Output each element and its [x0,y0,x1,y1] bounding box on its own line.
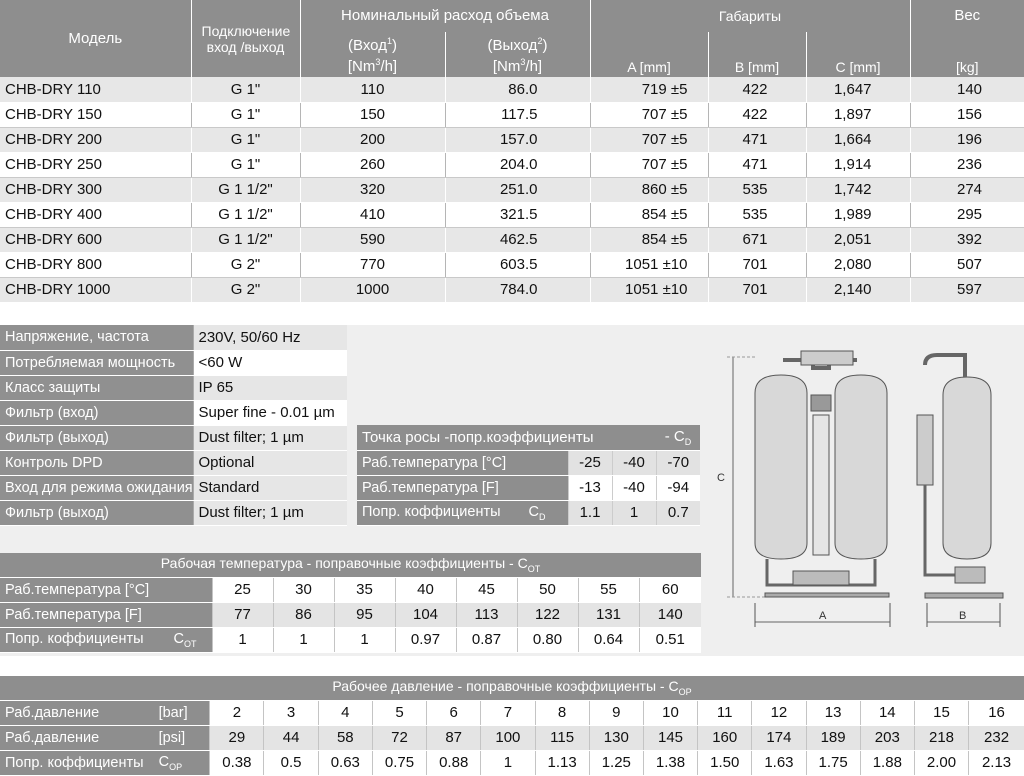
header-dim-c: C [mm] [806,32,910,77]
temperature-row [0,577,701,602]
spec-flow-in-cell: 1000 [300,277,445,302]
dewpoint-title-coef: - $C_D$ [656,425,700,450]
electrical-row [0,375,347,400]
electrical-label: Вход для режима ожидания [0,475,193,500]
pressure-value: 9 [589,700,643,725]
spec-model-cell: CHB-DRY 300 [0,177,191,202]
spec-connection-cell: G 1" [191,102,300,127]
pressure-value: 1.63 [752,750,806,775]
spec-flow-out-cell: 251.0 [445,177,590,202]
temperature-table [0,553,701,653]
spec-weight-cell: 392 [910,227,1024,252]
spec-flow-in-cell: 110 [300,77,445,102]
pressure-row [0,750,1024,775]
pressure-value: 3 [264,700,318,725]
pressure-value: 4 [318,700,372,725]
spec-connection-cell: G 1" [191,152,300,177]
spec-dim-a-cell: 707 ±5 [590,152,708,177]
spec-dim-c-cell: 1,742 [806,177,910,202]
spec-flow-out-cell: 157.0 [445,127,590,152]
spec-row [0,177,1024,202]
temperature-value: 77 [212,602,273,627]
spec-dim-b-cell: 422 [708,77,806,102]
temperature-label [0,627,212,652]
dewpoint-value: -40 [612,475,656,500]
spec-weight-cell: 236 [910,152,1024,177]
spec-flow-out-cell: 784.0 [445,277,590,302]
spec-model-cell: CHB-DRY 250 [0,152,191,177]
spec-dim-b-cell: 701 [708,277,806,302]
spec-flow-in-cell: 200 [300,127,445,152]
temperature-value: 60 [639,577,701,602]
electrical-label: Контроль DPD [0,450,193,475]
pressure-unit [159,700,210,725]
electrical-table [0,325,347,526]
spec-flow-out-cell: 117.5 [445,102,590,127]
pressure-table [0,676,1024,776]
electrical-label: Потребляемая мощность [0,350,193,375]
pressure-value: 1.88 [860,750,914,775]
temperature-label-text: Раб.температура [F] [5,606,142,623]
temperature-value: 113 [456,602,517,627]
pressure-value: 1.38 [643,750,697,775]
electrical-row [0,425,347,450]
pressure-unit [159,725,210,750]
spec-flow-in-cell: 320 [300,177,445,202]
pressure-value: 10 [643,700,697,725]
header-connection: Подключение вход /выход [191,0,300,77]
pressure-value: 0.75 [372,750,426,775]
pressure-label: Раб.давление [0,725,159,750]
spec-dim-b-cell: 671 [708,227,806,252]
pressure-value: 44 [264,725,318,750]
dewpoint-label [357,450,568,475]
electrical-value: 230V, 50/60 Hz [193,325,347,350]
temperature-value: 25 [212,577,273,602]
electrical-row [0,400,347,425]
spec-weight-cell: 196 [910,127,1024,152]
spec-dim-c-cell: 1,989 [806,202,910,227]
temperature-value: 140 [639,602,701,627]
spec-model-cell: CHB-DRY 110 [0,77,191,102]
pressure-unit-text: [psi] [158,729,186,746]
header-weight-unit: [kg] [910,32,1024,77]
spec-model-cell: CHB-DRY 1000 [0,277,191,302]
pressure-value: 2.13 [969,750,1024,775]
spec-flow-in-cell: 260 [300,152,445,177]
pressure-value: 58 [318,725,372,750]
dim-b-label: B [959,610,967,622]
spec-dim-a-cell: 719 ±5 [590,77,708,102]
pressure-value: 189 [806,725,860,750]
spec-weight-cell: 597 [910,277,1024,302]
electrical-label: Напряжение, частота [0,325,193,350]
pressure-value: 6 [427,700,481,725]
dewpoint-value: -40 [612,450,656,475]
pressure-value: 130 [589,725,643,750]
spec-flow-out-cell: 204.0 [445,152,590,177]
spec-connection-cell: G 2" [191,252,300,277]
spec-dim-a-cell: 854 ±5 [590,202,708,227]
pressure-value: 2.00 [914,750,968,775]
electrical-row [0,500,347,525]
header-dim-b: B [mm] [708,32,806,77]
dewpoint-value: 1.1 [568,500,612,525]
pressure-value: 1.13 [535,750,589,775]
electrical-value: Super fine - 0.01 µm [193,400,347,425]
spec-row [0,202,1024,227]
electrical-value: <60 W [193,350,347,375]
pressure-value: 115 [535,725,589,750]
temperature-value: 0.64 [578,627,639,652]
temperature-label-text: Раб.температура [°C] [5,581,150,598]
spec-model-cell: CHB-DRY 600 [0,227,191,252]
spec-flow-out-cell: 86.0 [445,77,590,102]
electrical-row [0,450,347,475]
dewpoint-label-text: Раб.температура [F] [362,479,499,496]
pressure-label: Попр. коффициенты [0,750,159,775]
temperature-value: 131 [578,602,639,627]
spec-row [0,127,1024,152]
temperature-label [0,577,212,602]
coef-subscript: D [539,511,546,522]
dewpoint-row [357,450,700,475]
spec-flow-out-cell: 462.5 [445,227,590,252]
pressure-unit [159,750,210,775]
temperature-value: 55 [578,577,639,602]
electrical-label: Класс защиты [0,375,193,400]
spec-weight-cell: 507 [910,252,1024,277]
spec-model-cell: CHB-DRY 800 [0,252,191,277]
temperature-value: 86 [273,602,334,627]
pressure-value: 15 [914,700,968,725]
pressure-row [0,725,1024,750]
spec-flow-in-cell: 150 [300,102,445,127]
pressure-value: 72 [372,725,426,750]
spec-dim-c-cell: 1,664 [806,127,910,152]
pressure-value: 1.75 [806,750,860,775]
electrical-row [0,350,347,375]
dewpoint-value: -70 [656,450,700,475]
dewpoint-label-text: Раб.температура [°C] [362,454,507,471]
pressure-value: 87 [427,725,481,750]
pressure-value: 29 [210,725,264,750]
header-flow-out: (Выход$^2$) [445,32,590,54]
pressure-value: 16 [969,700,1024,725]
dewpoint-label [357,500,568,525]
header-flow-in: (Вход$^1$) [300,32,445,54]
pressure-value: 11 [698,700,752,725]
temperature-value: 122 [517,602,578,627]
dim-a-label: A [819,610,827,622]
temperature-value: 1 [334,627,395,652]
temperature-value: 50 [517,577,578,602]
pressure-unit-text: C [158,753,170,770]
spec-flow-in-cell: 770 [300,252,445,277]
spec-flow-out-cell: 321.5 [445,202,590,227]
spec-model-cell: CHB-DRY 400 [0,202,191,227]
pressure-title: Рабочее давление - поправочные коэффициенты - $C_{OP}$ [0,676,1024,700]
spec-connection-cell: G 1" [191,127,300,152]
spec-dim-b-cell: 701 [708,252,806,277]
spec-row [0,102,1024,127]
pressure-value: 8 [535,700,589,725]
side-vessel [917,355,1003,598]
temperature-value: 0.80 [517,627,578,652]
pressure-value: 0.63 [318,750,372,775]
pressure-value: 100 [481,725,535,750]
pressure-value: 2 [210,700,264,725]
spec-dim-a-cell: 860 ±5 [590,177,708,202]
header-weight: Вес [910,0,1024,32]
spec-dim-c-cell: 2,140 [806,277,910,302]
spec-dim-b-cell: 535 [708,202,806,227]
spec-row [0,152,1024,177]
temperature-value: 30 [273,577,334,602]
spec-connection-cell: G 1 1/2" [191,177,300,202]
spec-dim-a-cell: 707 ±5 [590,127,708,152]
spec-row [0,277,1024,302]
pressure-row [0,700,1024,725]
dryer-drawing [715,335,1020,635]
electrical-row [0,325,347,350]
temperature-row [0,602,701,627]
spec-dim-b-cell: 535 [708,177,806,202]
temperature-value: 1 [273,627,334,652]
pressure-value: 232 [969,725,1024,750]
dewpoint-title: Точка росы -попр.коэффициенты [357,425,656,450]
pressure-value: 145 [643,725,697,750]
spec-dim-c-cell: 2,080 [806,252,910,277]
temperature-value: 104 [395,602,456,627]
spec-dim-a-cell: 707 ±5 [590,102,708,127]
temperature-value: 95 [334,602,395,627]
spec-model-cell: CHB-DRY 150 [0,102,191,127]
pressure-value: 7 [481,700,535,725]
spec-flow-in-cell: 590 [300,227,445,252]
spec-connection-cell: G 1 1/2" [191,202,300,227]
spec-flow-in-cell: 410 [300,202,445,227]
spec-dim-c-cell: 1,897 [806,102,910,127]
temperature-title: Рабочая температура - поправочные коэффициенты - $C_{OT}$ [0,553,701,577]
spec-dim-b-cell: 471 [708,127,806,152]
pressure-value: 218 [914,725,968,750]
pressure-value: 0.38 [210,750,264,775]
pressure-value: 1 [481,750,535,775]
spec-weight-cell: 140 [910,77,1024,102]
header-flow-out-unit: [Nm$^3$/h] [445,54,590,77]
header-flow: Номинальный расход объема [300,0,590,32]
electrical-value: Dust filter; 1 µm [193,425,347,450]
temperature-value: 45 [456,577,517,602]
dewpoint-row [357,475,700,500]
spec-connection-cell: G 2" [191,277,300,302]
spec-dim-a-cell: 854 ±5 [590,227,708,252]
electrical-label: Фильтр (вход) [0,400,193,425]
pressure-value: 1.25 [589,750,643,775]
coef-symbol: C [173,630,185,647]
coef-subscript: OT [184,638,197,649]
electrical-value: IP 65 [193,375,347,400]
spec-dim-a-cell: 1051 ±10 [590,277,708,302]
spec-dim-c-cell: 1,647 [806,77,910,102]
pressure-value: 174 [752,725,806,750]
header-flow-in-unit: [Nm$^3$/h] [300,54,445,77]
pressure-value: 1.50 [698,750,752,775]
pressure-value: 0.5 [264,750,318,775]
spec-weight-cell: 156 [910,102,1024,127]
spec-dim-b-cell: 471 [708,152,806,177]
pressure-value: 203 [860,725,914,750]
electrical-row [0,475,347,500]
dewpoint-value: -25 [568,450,612,475]
spec-row [0,252,1024,277]
spec-connection-cell: G 1" [191,77,300,102]
temperature-value: 0.51 [639,627,701,652]
dewpoint-label [357,475,568,500]
spec-row [0,227,1024,252]
coef-subscript: OP [169,761,183,772]
dewpoint-value: 1 [612,500,656,525]
pressure-value: 14 [860,700,914,725]
spec-model-cell: CHB-DRY 200 [0,127,191,152]
dewpoint-value: -13 [568,475,612,500]
pressure-label: Раб.давление [0,700,159,725]
electrical-value: Dust filter; 1 µm [193,500,347,525]
temperature-value: 35 [334,577,395,602]
spec-row [0,77,1024,102]
spec-dim-b-cell: 422 [708,102,806,127]
temperature-row [0,627,701,652]
spec-dim-c-cell: 2,051 [806,227,910,252]
dewpoint-row [357,500,700,525]
pressure-value: 12 [752,700,806,725]
temperature-value: 0.87 [456,627,517,652]
front-vessels [755,351,889,597]
header-dim-a: A [mm] [590,32,708,77]
electrical-value: Optional [193,450,347,475]
temperature-value: 1 [212,627,273,652]
temperature-label-text: Попр. коффициенты [5,630,144,647]
temperature-value: 40 [395,577,456,602]
temperature-label [0,602,212,627]
spec-dim-c-cell: 1,914 [806,152,910,177]
electrical-value: Standard [193,475,347,500]
header-dimensions: Габариты [590,0,910,32]
spec-weight-cell: 274 [910,177,1024,202]
dewpoint-label-text: Попр. коффициенты [362,503,501,520]
spec-table [0,0,1024,303]
pressure-value: 5 [372,700,426,725]
spec-flow-out-cell: 603.5 [445,252,590,277]
electrical-label: Фильтр (выход) [0,500,193,525]
electrical-label: Фильтр (выход) [0,425,193,450]
pressure-value: 160 [698,725,752,750]
dewpoint-value: 0.7 [656,500,700,525]
coef-symbol: C [528,503,540,520]
dim-c-label: C [717,472,725,484]
spec-weight-cell: 295 [910,202,1024,227]
pressure-unit-text: [bar] [158,704,188,721]
dewpoint-value: -94 [656,475,700,500]
dewpoint-table [357,425,700,526]
header-model: Модель [0,0,191,77]
pressure-value: 0.88 [427,750,481,775]
temperature-value: 0.97 [395,627,456,652]
spec-dim-a-cell: 1051 ±10 [590,252,708,277]
spec-connection-cell: G 1 1/2" [191,227,300,252]
pressure-value: 13 [806,700,860,725]
